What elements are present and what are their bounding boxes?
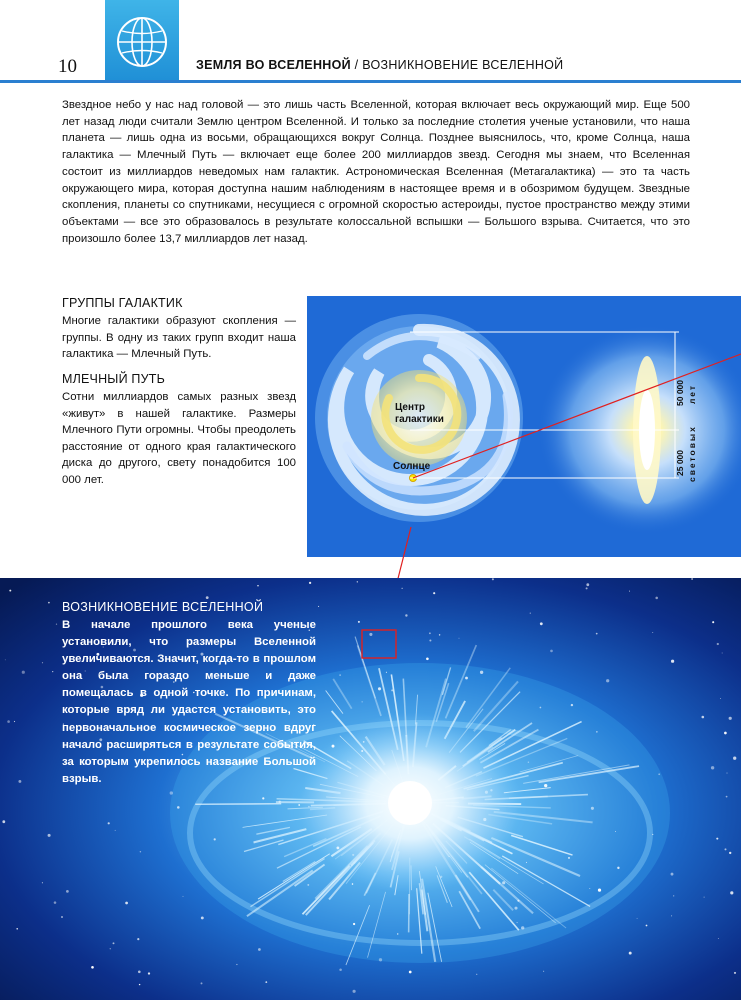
star (711, 766, 714, 769)
star (724, 732, 727, 735)
star (2, 820, 5, 823)
star (206, 596, 209, 599)
header-logo-box (105, 0, 179, 82)
groups-paragraph: Многие галактики образуют скопления — группы. В одну из таких групп входит наша галактика — Млечный Путь. (62, 315, 296, 361)
globe-icon (114, 14, 170, 70)
star (353, 990, 356, 993)
star (66, 890, 69, 893)
star (465, 677, 468, 680)
star (140, 851, 141, 852)
star (729, 717, 732, 720)
star (339, 968, 342, 971)
star (502, 881, 505, 884)
subsection-name: ВОЗНИКНОВЕНИЕ ВСЕЛЕННОЙ (362, 58, 564, 72)
star (177, 806, 180, 809)
star (42, 662, 43, 663)
star (704, 897, 705, 898)
header-rule (0, 80, 741, 83)
star (42, 882, 43, 883)
star (357, 581, 358, 582)
star (265, 981, 267, 983)
star (606, 679, 609, 682)
star (138, 970, 141, 973)
star (514, 907, 517, 910)
star (615, 831, 616, 832)
star (307, 884, 309, 886)
star (386, 672, 387, 673)
big-bang-paragraph: В начале прошлого века ученые установили, что размеры Вселенной увеличиваются. Значит, когда-то в прошлом она была гораздо меньше и даже помещалась в одной точке. По причинам, которые вряд ли удастся установить, это первоначальное космическое зерно вдруг начало расширяться в результате события, за которым укрепилось название Большой взрыв. (62, 619, 316, 785)
star (48, 834, 51, 837)
star (717, 643, 719, 645)
dimension-50000: 50 000 (675, 380, 685, 406)
star (480, 671, 483, 674)
star (52, 671, 53, 672)
star (586, 583, 589, 586)
star (568, 857, 570, 859)
star (540, 707, 542, 709)
big-bang-heading: ВОЗНИКНОВЕНИЕ ВСЕЛЕННОЙ (62, 600, 264, 614)
star (701, 716, 704, 719)
star (258, 948, 261, 951)
star (236, 964, 237, 965)
star (5, 659, 6, 660)
star (720, 698, 721, 699)
explosion-ray (195, 804, 281, 805)
star (429, 632, 431, 634)
star (671, 660, 674, 663)
star (125, 902, 128, 905)
star (617, 867, 619, 869)
star (526, 862, 527, 863)
star (517, 922, 518, 923)
star (426, 657, 429, 660)
star (586, 587, 588, 589)
star (139, 984, 140, 985)
groups-heading: ГРУППЫ ГАЛАКТИК (62, 296, 183, 310)
star (391, 689, 393, 691)
galaxy-center-label-2: галактики (395, 414, 444, 425)
dimension-50000-unit: лет (687, 383, 697, 404)
star (726, 796, 728, 798)
star (16, 928, 18, 930)
star (22, 671, 25, 674)
star (115, 830, 116, 831)
star (148, 972, 150, 974)
star (543, 971, 544, 972)
star (379, 958, 382, 961)
star (48, 602, 50, 604)
star (712, 621, 714, 623)
star (716, 838, 718, 840)
star (9, 590, 11, 592)
star (397, 933, 398, 934)
star (318, 606, 319, 607)
star (309, 582, 311, 584)
star (182, 896, 183, 897)
milky-way-heading: МЛЕЧНЫЙ ПУТЬ (62, 372, 165, 386)
galaxy-center-label-1: Центр (395, 402, 426, 413)
star (530, 613, 531, 614)
star (596, 731, 597, 732)
star (429, 639, 431, 641)
star (402, 588, 403, 589)
star (652, 632, 653, 633)
star (629, 952, 632, 955)
galaxy-diagram (307, 296, 741, 557)
star (591, 807, 594, 810)
star (201, 916, 204, 919)
section-name: ЗЕМЛЯ ВО ВСЕЛЕННОЙ (196, 58, 351, 72)
star (279, 801, 281, 803)
star (14, 721, 15, 722)
star (637, 918, 638, 919)
star (405, 614, 407, 616)
star (262, 797, 264, 799)
star (339, 674, 340, 675)
star (378, 687, 381, 690)
star (362, 701, 363, 702)
star (658, 773, 660, 775)
star (718, 938, 719, 939)
star (170, 791, 173, 794)
star (298, 804, 300, 806)
star (369, 633, 372, 636)
star (727, 773, 728, 774)
star (18, 780, 21, 783)
star (353, 923, 355, 925)
star (352, 883, 354, 885)
intro-paragraph: Звездное небо у нас над головой — это лишь часть Вселенной, которая включает весь окружающий мир. Еще 500 лет назад люди считали Землю центром Вселенной. И только за последние столетия ученые установили, что наша планета — лишь одна из восьми, обращающихся вокруг Солнца. Позднее выяснилось, что, кроме Солнца, наша галактика — Млечный Путь — включает еще более 200 миллиардов звезд. Сегодня мы знаем, что Вселенная состоит из миллиардов неведомых нам галактик. Астрономическая Вселенная (Метагалактика) — это та часть окружающего мира, которая доступна нашим наблюдениям в настоящее время и в обозримом будущем. Звездные скопления, планеты со спутниками, несущиеся с огромной скоростью астероиды, пустое пространство между этими объектами — все это образовалось в результате колоссальной вспышки — Большого взрыва. Считается, что это произошло более 13,7 миллиардов лет назад. (62, 99, 690, 245)
star (724, 848, 726, 850)
star (629, 591, 630, 592)
star (655, 597, 658, 600)
star (108, 822, 110, 824)
star (110, 948, 111, 949)
star (433, 592, 435, 594)
star (61, 916, 63, 918)
star (646, 925, 648, 927)
star (137, 938, 139, 940)
star (734, 972, 736, 974)
page-number: 10 (58, 56, 77, 77)
star (113, 942, 115, 944)
star (544, 784, 547, 787)
star (476, 974, 477, 975)
dimension-25000: 25 000 (675, 450, 685, 476)
star (459, 638, 460, 639)
star (550, 650, 553, 653)
section-separator: / (350, 58, 363, 72)
star (201, 982, 203, 984)
star (91, 966, 94, 969)
star (54, 901, 57, 904)
star (517, 900, 519, 902)
star (652, 834, 653, 835)
star (589, 888, 590, 889)
star (733, 757, 736, 760)
star (214, 838, 216, 840)
star (596, 633, 598, 635)
star (729, 852, 731, 854)
star (492, 578, 494, 580)
star (571, 704, 573, 706)
star (673, 895, 674, 896)
section-title (196, 58, 563, 72)
star (730, 891, 733, 894)
star (528, 762, 529, 763)
star (540, 622, 543, 625)
milky-way-paragraph: Сотни миллиардов самых разных звезд «живут» в нашей галактике. Размеры Млечного Пути огромны. Чтобы преодолеть расстояние от одного края галактического диска до другого, свету понадобится 100 000 лет. (62, 391, 296, 486)
star (691, 578, 693, 580)
star (671, 915, 672, 916)
star (521, 926, 524, 929)
star (439, 634, 440, 635)
star (722, 652, 723, 653)
star (598, 889, 601, 892)
star (409, 971, 412, 974)
dimension-25000-unit: световых (687, 425, 697, 482)
star (7, 720, 10, 723)
star (358, 621, 360, 623)
star (257, 585, 258, 586)
star (56, 624, 57, 625)
star (671, 873, 674, 876)
sun-label: Солнце (393, 461, 431, 472)
